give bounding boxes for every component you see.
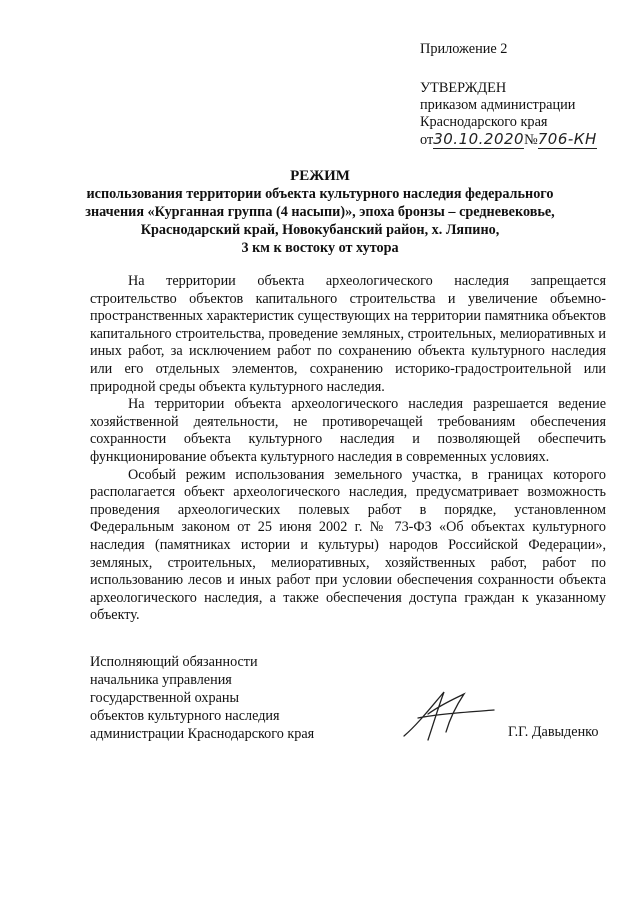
signer-name: Г.Г. Давыденко	[508, 724, 599, 740]
approval-date-line	[420, 131, 635, 149]
subtitle-line: Краснодарский край, Новокубанский район, х. Ляпино,	[140, 222, 500, 238]
signer-title-line: государственной охраны	[90, 690, 240, 706]
number-prefix: №	[524, 132, 538, 148]
signer-title-line: администрации Краснодарского края	[90, 726, 315, 742]
approval-date: 30.10.2020	[433, 130, 525, 148]
document-body	[90, 273, 606, 625]
subtitle-line: значения «Курганная группа (4 насыпи)», эпоха бронзы – средневековье,	[85, 204, 555, 220]
signature-mark	[398, 684, 498, 744]
subtitle-line: 3 км к востоку от хутора	[241, 240, 399, 256]
signer-title-line: Исполняющий обязанности	[90, 654, 258, 670]
body-paragraph: Особый режим использования земельного участка, в границах которого располагается объект археологического наследия, предусматривает возможность проведения археологических полевых работ в порядке, установленном Федеральным законом от 25 июня 2002 г. № 73-ФЗ «Об объектах культурного наследия (памятниках истории и культуры) народов Российской Федерации», земляных, строительных, мелиоративных, хозяйственных работ, работ по использованию лесов и иных работ при условии обеспечения сохранности объекта археологического наследия, а также обеспечения доступа граждан к указанному объекту.	[90, 466, 606, 624]
approval-line-2: Краснодарского края	[420, 114, 548, 130]
document-subtitle	[80, 185, 560, 257]
approval-block	[420, 41, 635, 149]
body-paragraph: На территории объекта археологического наследия разрешается ведение хозяйственной деятельности, не противоречащей требованиям обеспечения сохранности объекта культурного наследия и позволяющей обеспечить функционирование объекта культурного наследия в современных условиях.	[90, 396, 606, 465]
appendix-label: Приложение 2	[420, 41, 508, 57]
approved-label: УТВЕРЖДЕН	[420, 80, 507, 96]
date-prefix: от	[420, 132, 434, 148]
body-paragraph: На территории объекта археологического наследия запрещается строительство объектов капитального строительства и увеличение объемно-пространственных характеристик существующих на территории памятника объектов капитального строительства, проведение земляных, строительных, мелиоративных и иных работ, за исключением работ по сохранению объекта культурного наследия или его отдельных элементов, сохранению историко-градостроительной или природной среды объекта культурного наследия.	[90, 273, 606, 395]
approval-line-1: приказом администрации	[420, 97, 576, 113]
approval-number: 706-КН	[537, 130, 597, 148]
signer-title	[90, 653, 390, 743]
subtitle-line: использования территории объекта культурного наследия федерального	[86, 186, 554, 202]
signer-title-line: объектов культурного наследия	[90, 708, 280, 724]
signer-title-line: начальника управления	[90, 672, 232, 688]
document-title: РЕЖИМ	[290, 168, 350, 184]
